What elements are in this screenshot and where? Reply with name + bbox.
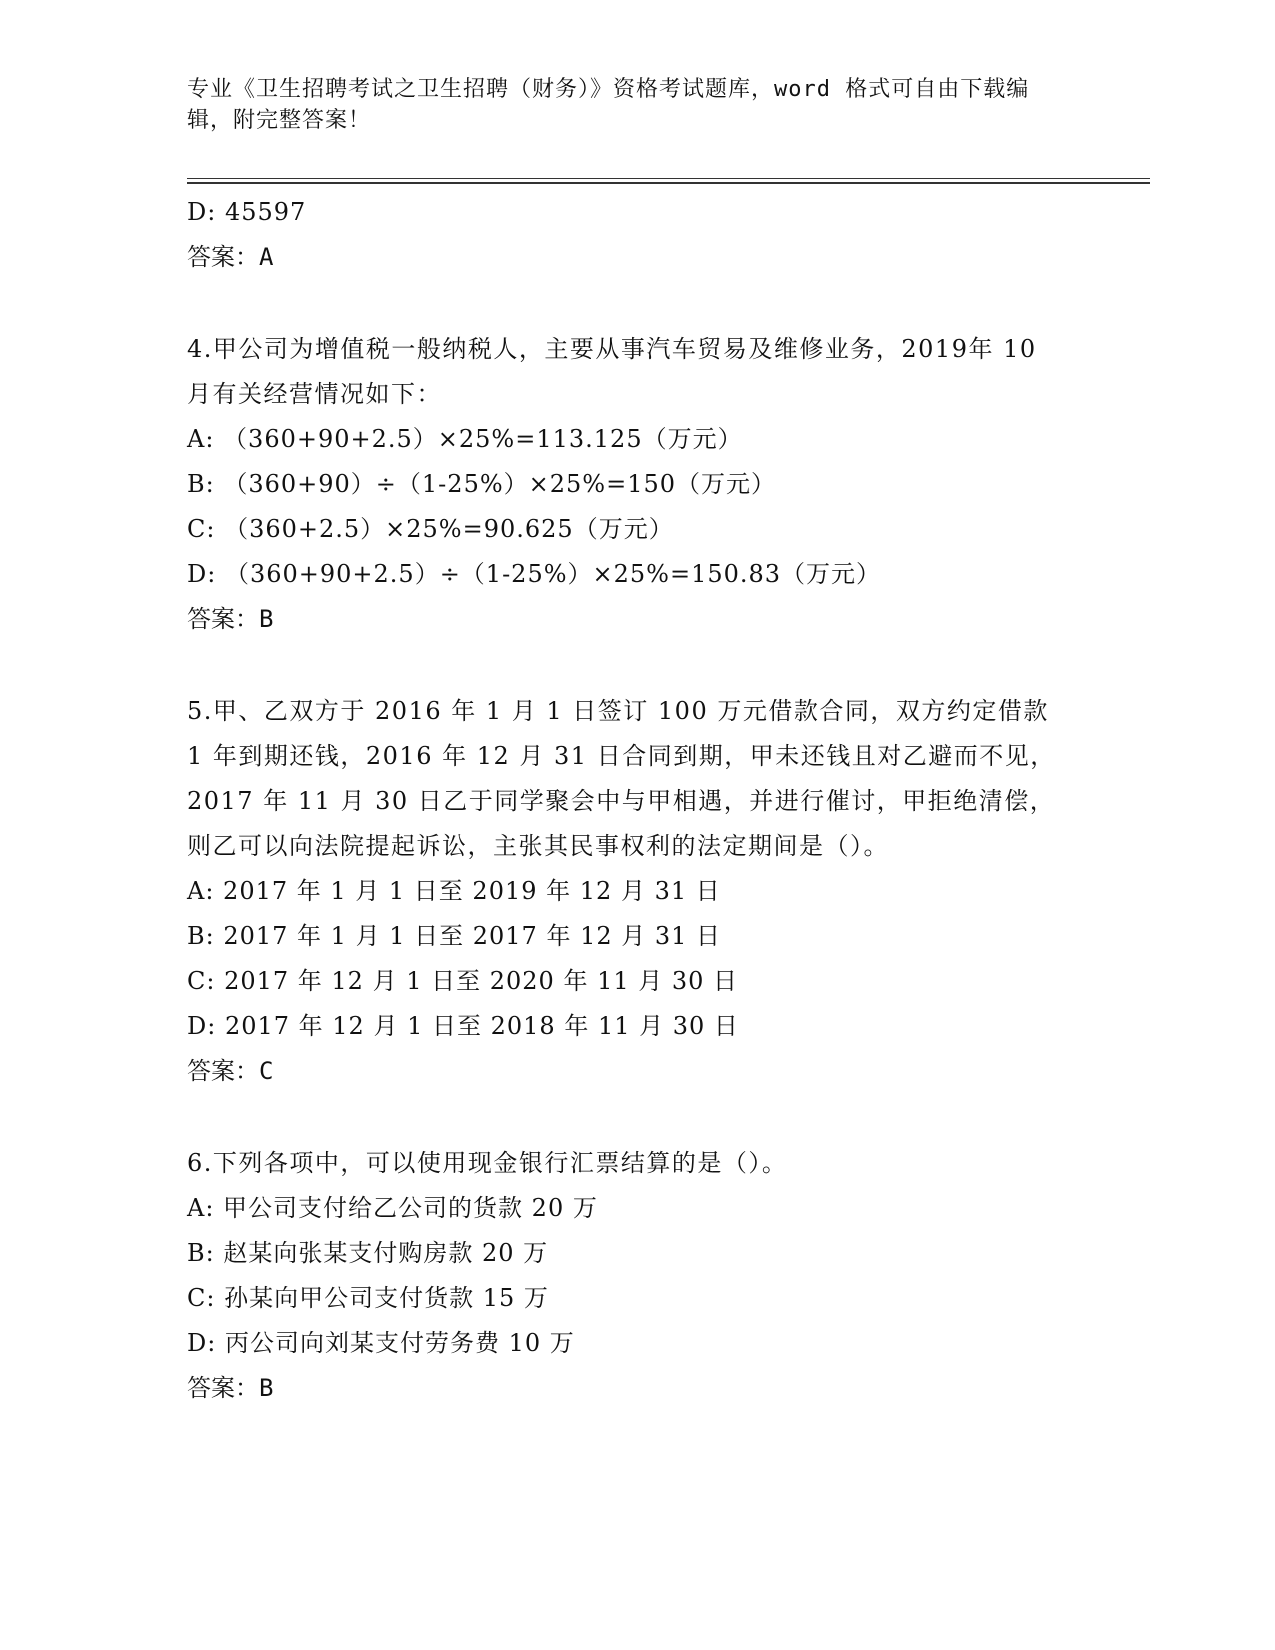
q6-option-b: B: 赵某向张某支付购房款 20 万 [187, 1239, 549, 1267]
q6-question: 6.下列各项中，可以使用现金银行汇票结算的是（）。 [187, 1149, 788, 1177]
q4-answer: 答案：B [187, 605, 274, 633]
q5-option-b: B: 2017 年 1 月 1 日至 2017 年 12 月 31 日 [187, 922, 722, 950]
q4-option-b: B: （360+90）÷（1-25%）×25%=150（万元） [187, 470, 777, 498]
q5-answer: 答案：C [187, 1057, 274, 1085]
q4-option-d: D: （360+90+2.5）÷（1-25%）×25%=150.83（万元） [187, 560, 882, 588]
q5-question: 5.甲、乙双方于 2016 年 1 月 1 日签订 100 万元借款合同，双方约定借款 1 年到期还钱，2016 年 12 月 31 日合同到期，甲未还钱且对乙避而不见，2017 年 11 月 30 日乙于同学聚会中与甲相遇，并进行催讨，甲拒绝清偿，则乙可以向法院提起诉讼，主张其民事权利的法定期间是（）。 [187, 697, 1056, 860]
header-divider-thin [187, 178, 1150, 179]
header-divider-thick [187, 182, 1150, 184]
document-header: 专业《卫生招聘考试之卫生招聘（财务）》资格考试题库，word 格式可自由下载编辑，附完整答案！ [187, 77, 1030, 133]
q5-option-c: C: 2017 年 12 月 1 日至 2020 年 11 月 30 日 [187, 967, 739, 995]
question-list [187, 190, 1067, 1411]
q6-answer: 答案：B [187, 1374, 274, 1402]
q5-option-d: D: 2017 年 12 月 1 日至 2018 年 11 月 30 日 [187, 1012, 739, 1040]
q4-option-a: A: （360+90+2.5）×25%=113.125（万元） [187, 425, 743, 453]
prev-option-d: D: 45597 [187, 198, 307, 226]
q6-option-d: D: 丙公司向刘某支付劳务费 10 万 [187, 1329, 575, 1357]
q6-option-c: C: 孙某向甲公司支付货款 15 万 [187, 1284, 549, 1312]
q6-option-a: A: 甲公司支付给乙公司的货款 20 万 [187, 1194, 598, 1222]
q5-option-a: A: 2017 年 1 月 1 日至 2019 年 12 月 31 日 [187, 877, 721, 905]
q4-option-c: C: （360+2.5）×25%=90.625（万元） [187, 515, 674, 543]
q4-question: 4.甲公司为增值税一般纳税人，主要从事汽车贸易及维修业务，2019年 10 月有关经营情况如下： [187, 335, 1037, 408]
prev-answer: 答案：A [187, 243, 274, 271]
